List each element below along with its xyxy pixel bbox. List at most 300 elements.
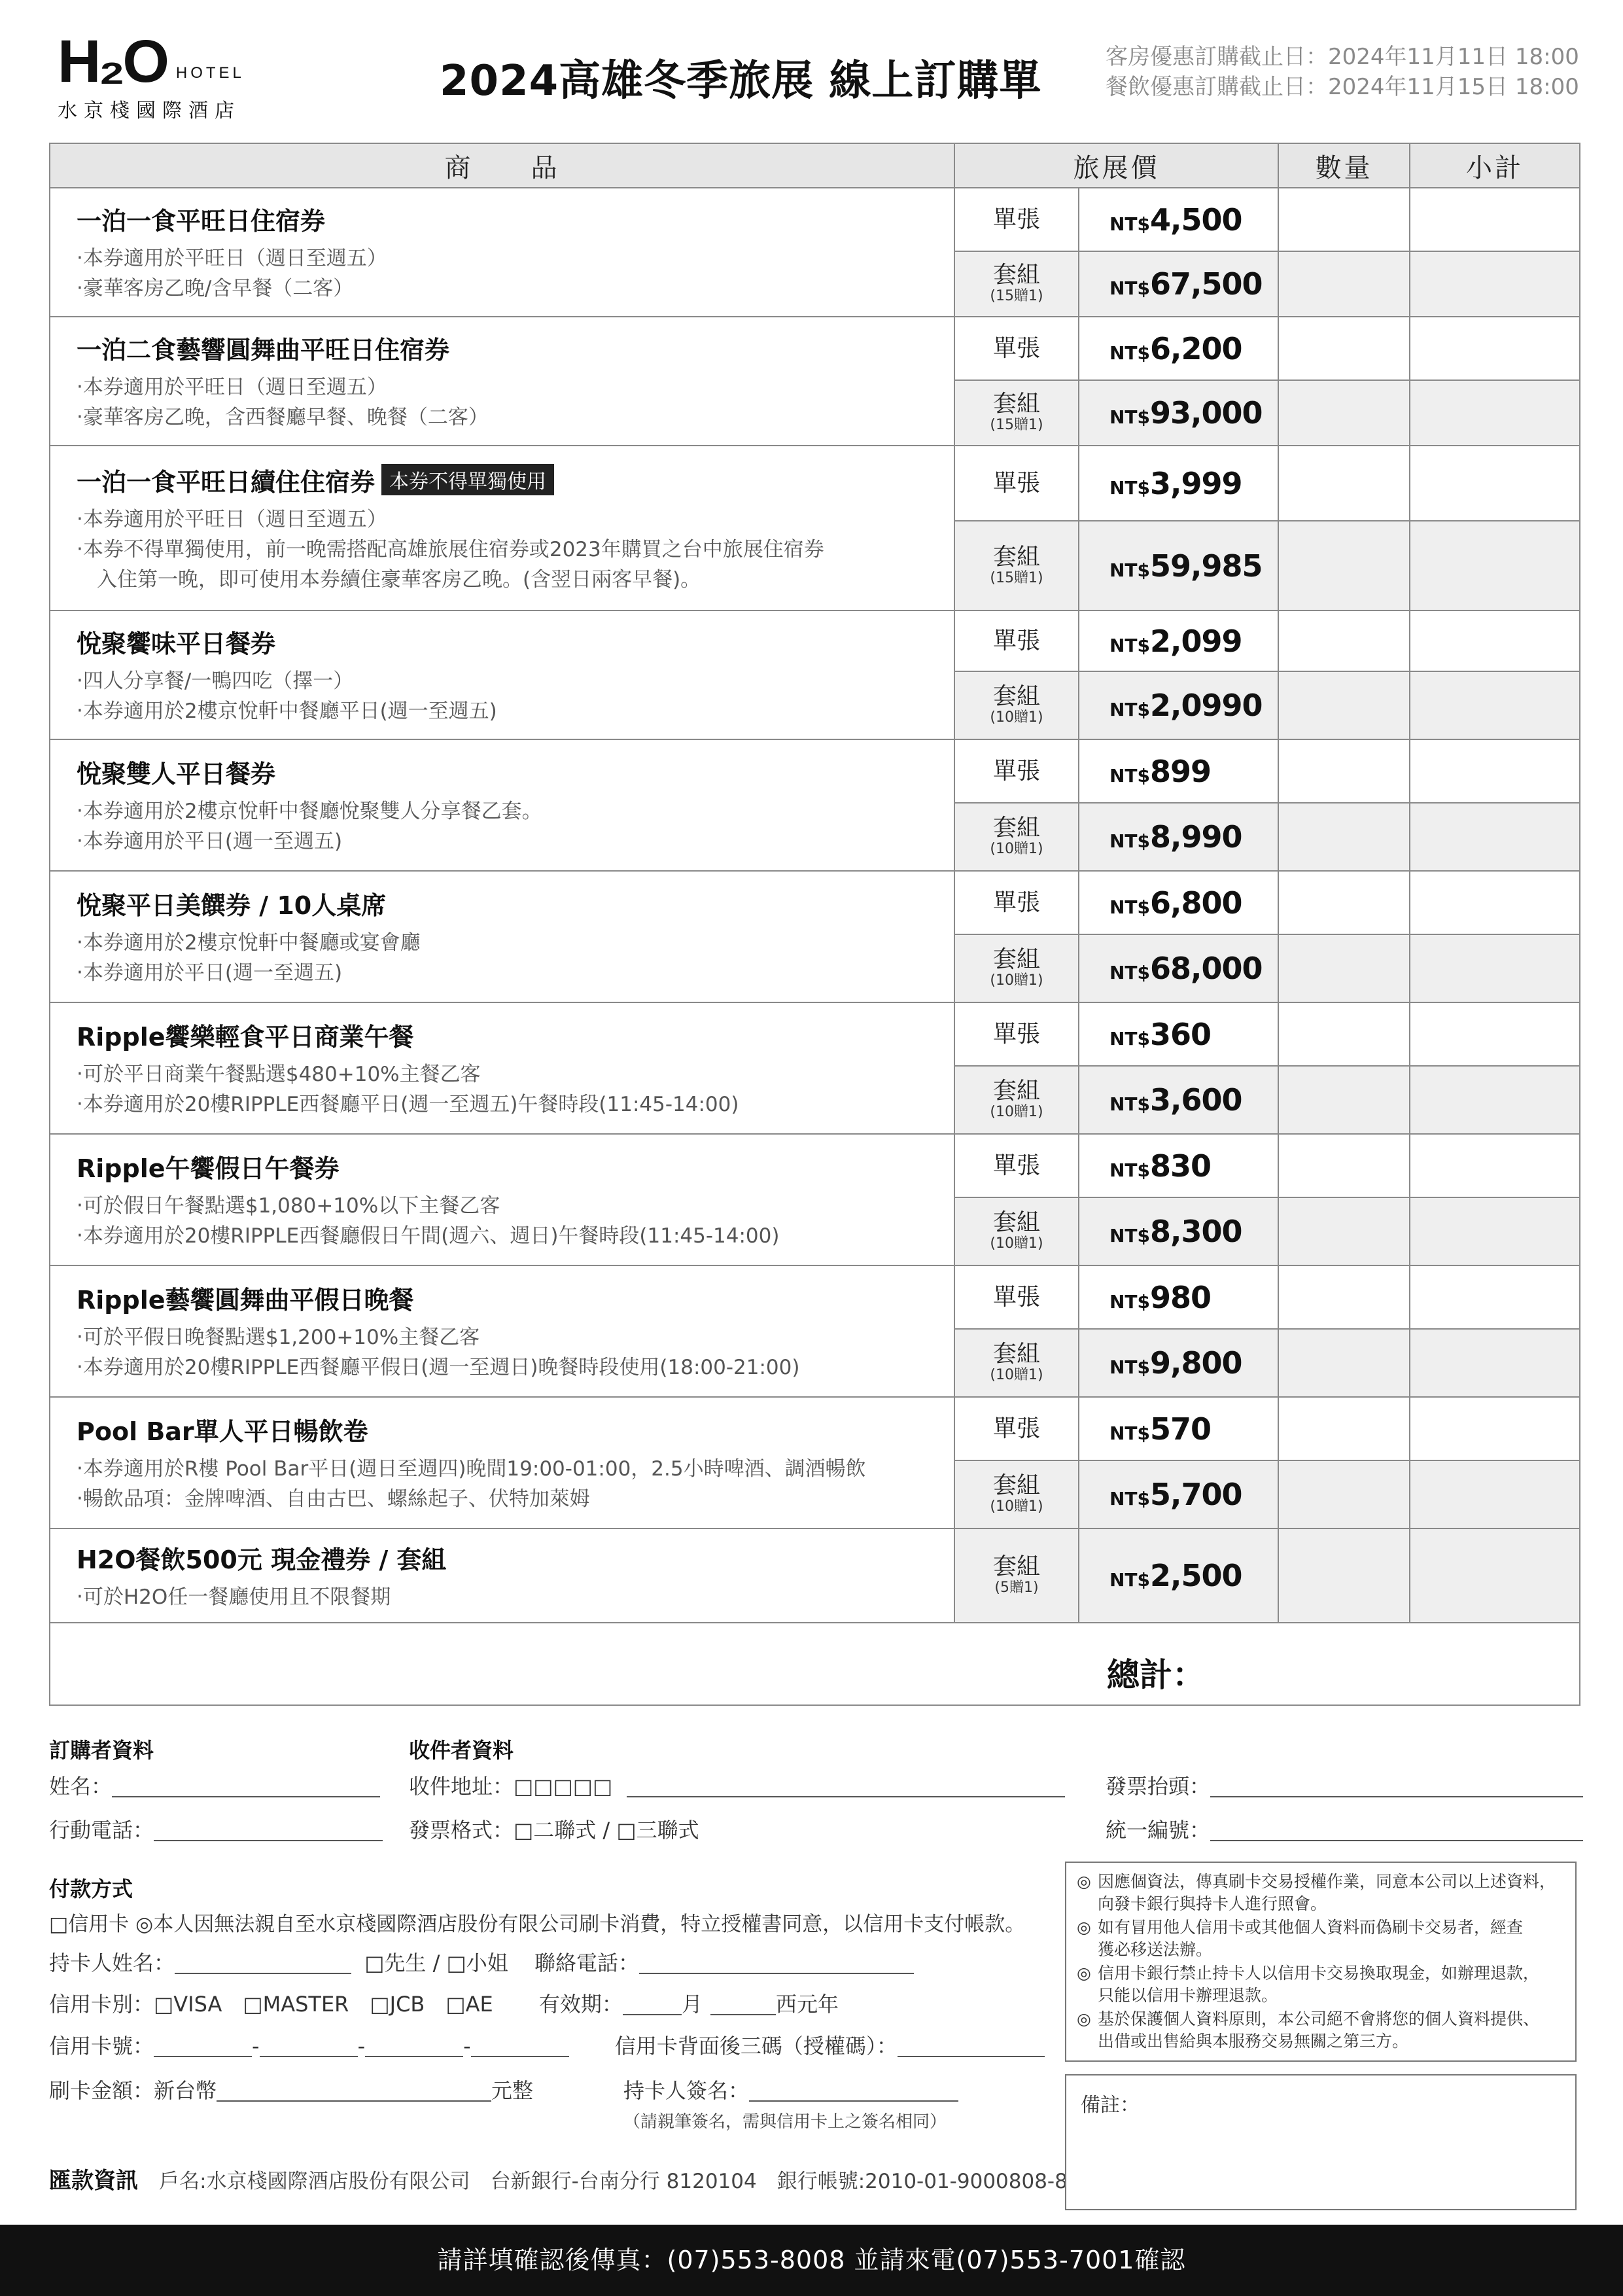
package-type: [954, 446, 1079, 521]
table-row: [50, 1134, 1580, 1197]
price-value: 6,200: [1150, 330, 1242, 366]
table-row: [50, 1397, 1580, 1460]
product-description: ‧豪華客房乙晚，含西餐廳早餐、晚餐（二客）: [77, 406, 489, 429]
package-label: 套組: [992, 262, 1040, 289]
expiry-month-line[interactable]: [623, 2014, 682, 2015]
package-type: [954, 1002, 1079, 1066]
price-cell: [1079, 1134, 1278, 1197]
notice-item: [1077, 1916, 1565, 1961]
package-type: [954, 1528, 1079, 1623]
price-value: 68,000: [1150, 951, 1263, 986]
product-description: ‧四人分享餐/一鴨四吃（擇一）: [77, 669, 354, 693]
price-cell: [1079, 317, 1278, 380]
buyer-name-field[interactable]: [49, 1770, 380, 1800]
product-description: ‧可於假日午餐點選$1,080+10%以下主餐乙客: [77, 1194, 500, 1218]
product-cell: [50, 739, 954, 871]
product-description: ‧本券適用於20樓RIPPLE西餐廳平日(週一至週五)午餐時段(11:45-14:00): [77, 1093, 739, 1116]
price-cell: [1079, 1460, 1278, 1528]
product-cell: [50, 188, 954, 317]
product-name-row: [77, 1411, 954, 1447]
table-row: [50, 446, 1580, 521]
package-label: 套組: [992, 1553, 1040, 1580]
card-number-part-2[interactable]: [260, 2056, 358, 2057]
card-number-row: [49, 2030, 1045, 2060]
price-value: 3,999: [1150, 465, 1242, 501]
currency-label: NT$: [1109, 1290, 1151, 1313]
package-label: 套組: [992, 1472, 1040, 1499]
product-name-row: [77, 754, 954, 790]
package-label: 套組: [992, 1078, 1040, 1104]
contact-phone-line[interactable]: [639, 1973, 914, 1974]
notice-bullet-icon: ◎: [1077, 1918, 1091, 1937]
price-cell: [1079, 1528, 1278, 1623]
product-description: ‧本券適用於2樓京悅軒中餐廳或宴會廳: [77, 931, 421, 955]
total-row: [50, 1623, 1580, 1705]
price-value: 5,700: [1150, 1477, 1242, 1512]
package-label: 套組: [992, 683, 1040, 710]
buyer-heading: 訂購者資料: [49, 1738, 154, 1763]
subtotal-cell[interactable]: [1410, 671, 1580, 739]
table-row: [50, 1528, 1580, 1623]
amount-suffix: 元整: [491, 2078, 534, 2103]
remark-label: 備註：: [1081, 2094, 1140, 2117]
signature-note: （請親筆簽名，需與信用卡上之簽名相同）: [623, 2112, 947, 2132]
bundle-note: (10贈1): [990, 1235, 1043, 1252]
product-cell: [50, 610, 954, 739]
card-number-part-1[interactable]: [154, 2056, 252, 2057]
price-cell: [1079, 1002, 1278, 1066]
currency-label: NT$: [1109, 830, 1151, 852]
bundle-note: (15贈1): [990, 569, 1043, 586]
card-type-option[interactable]: 信用卡別：□VISA □MASTER □JCB □AE: [49, 1992, 493, 2017]
page-title: 2024高雄冬季旅展 線上訂購單: [440, 57, 1042, 105]
quantity-cell[interactable]: [1278, 251, 1410, 317]
currency-label: NT$: [1109, 213, 1151, 235]
currency-label: NT$: [1109, 559, 1151, 581]
currency-label: NT$: [1109, 277, 1151, 299]
bundle-note: (10贈1): [990, 1104, 1043, 1120]
subtotal-cell[interactable]: [1410, 1528, 1580, 1623]
subtotal-cell[interactable]: [1410, 871, 1580, 934]
recipient-address-line[interactable]: [627, 1796, 1065, 1797]
price-value: 4,500: [1150, 202, 1242, 238]
package-type: [954, 934, 1079, 1002]
product-name: Ripple饗樂輕食平日商業午餐: [77, 1023, 414, 1051]
deadlines: [1106, 42, 1579, 102]
card-number-label: 信用卡號：: [49, 2034, 154, 2058]
product-name-row: [77, 462, 954, 498]
card-number-part-4[interactable]: [471, 2056, 569, 2057]
table-row: [50, 188, 1580, 251]
product-cell: [50, 317, 954, 446]
product-cell: [50, 1002, 954, 1134]
package-type: [954, 1265, 1079, 1329]
notice-text: 如有冒用他人信用卡或其他個人資料而偽刷卡交易者，經查: [1098, 1918, 1524, 1937]
table-row: [50, 610, 1580, 671]
notice-box: [1065, 1862, 1577, 2062]
header-subtotal: 小計: [1410, 143, 1580, 188]
product-description: ‧豪華客房乙晚/含早餐（二客）: [77, 277, 354, 300]
subtotal-cell[interactable]: [1410, 446, 1580, 521]
quantity-cell[interactable]: [1278, 803, 1410, 871]
package-type: [954, 1460, 1079, 1528]
price-value: 8,300: [1150, 1214, 1242, 1249]
buyer-phone-line[interactable]: [154, 1840, 383, 1841]
price-value: 2,0990: [1150, 688, 1263, 723]
quantity-cell[interactable]: [1278, 1265, 1410, 1329]
tax-id-field[interactable]: [1106, 1814, 1583, 1844]
product-description: ‧可於平假日晚餐點選$1,200+10%主餐乙客: [77, 1326, 480, 1349]
invoice-title-field[interactable]: [1106, 1770, 1583, 1800]
product-cell: [50, 1397, 954, 1528]
price-cell: [1079, 1066, 1278, 1134]
package-label: 套組: [992, 543, 1040, 571]
payment-heading: 付款方式: [49, 1877, 133, 1901]
total-label: 總計：: [1107, 1656, 1205, 1694]
order-table: [49, 143, 1580, 1706]
price-cell: [1079, 1265, 1278, 1329]
quantity-cell[interactable]: [1278, 739, 1410, 803]
product-description: ‧本券適用於平日(週一至週五): [77, 961, 343, 985]
price-value: 93,000: [1150, 395, 1263, 431]
price-cell: [1079, 1397, 1278, 1460]
room-deadline: 客房優惠訂購截止日：2024年11月11日 18:00: [1106, 44, 1579, 70]
bundle-note: (10贈1): [990, 709, 1043, 726]
subtotal-cell[interactable]: [1410, 1066, 1580, 1134]
price-value: 570: [1150, 1411, 1212, 1447]
subtotal-cell[interactable]: [1410, 1134, 1580, 1197]
credit-card-authorization[interactable]: □信用卡 ◎本人因無法親自至水京棧國際酒店股份有限公司刷卡消費，特立授權書同意，以信用卡支付帳款。: [49, 1913, 1026, 1936]
invoice-title-label: 發票抬頭：: [1106, 1774, 1211, 1799]
buyer-phone-label: 行動電話：: [49, 1818, 154, 1843]
product-description: ‧可於H2O任一餐廳使用且不限餐期: [77, 1585, 391, 1609]
subtotal-cell[interactable]: [1410, 739, 1580, 803]
table-row: [50, 871, 1580, 934]
price-value: 2,099: [1150, 623, 1242, 659]
subtotal-cell[interactable]: [1410, 380, 1580, 446]
price-value: 8,990: [1150, 819, 1242, 855]
product-name-row: [77, 1017, 954, 1053]
gender-option[interactable]: □先生 / □小姐: [364, 1951, 508, 1975]
subtotal-cell[interactable]: [1410, 1397, 1580, 1460]
product-description: ‧本券不得單獨使用，前一晚需搭配高雄旅展住宿券或2023年購買之台中旅展住宿券: [77, 537, 824, 561]
price-value: 899: [1150, 753, 1212, 789]
currency-label: NT$: [1109, 634, 1151, 656]
notice-item: [1077, 2008, 1565, 2053]
expiry-year-label: 西元年: [775, 1992, 839, 2017]
quantity-cell[interactable]: [1278, 380, 1410, 446]
notice-text: 只能以信用卡辦理退款。: [1098, 1986, 1278, 2005]
notice-bullet-icon: ◎: [1077, 1872, 1091, 1891]
subtotal-cell[interactable]: [1410, 317, 1580, 380]
subtotal-cell[interactable]: [1410, 521, 1580, 610]
price-value: 980: [1150, 1279, 1212, 1315]
subtotal-cell[interactable]: [1410, 1460, 1580, 1528]
bundle-note: (5贈1): [994, 1580, 1039, 1596]
subtotal-cell[interactable]: [1410, 1002, 1580, 1066]
subtotal-cell[interactable]: [1410, 1329, 1580, 1397]
product-cell: [50, 1528, 954, 1623]
price-cell: [1079, 1197, 1278, 1265]
bundle-note: (10贈1): [990, 972, 1043, 989]
price-value: 3,600: [1150, 1082, 1242, 1118]
bundle-note: (10贈1): [990, 841, 1043, 857]
logo-hotel-text: HOTEL: [175, 64, 245, 82]
currency-label: NT$: [1109, 1225, 1151, 1246]
subtotal-cell[interactable]: [1410, 251, 1580, 317]
buyer-name-line[interactable]: [112, 1796, 380, 1797]
price-value: 67,500: [1150, 266, 1263, 302]
package-type: [954, 188, 1079, 251]
subtotal-cell[interactable]: [1410, 188, 1580, 251]
product-cell: [50, 871, 954, 1002]
recipient-address-field[interactable]: [409, 1770, 1065, 1800]
price-value: 360: [1150, 1016, 1212, 1052]
remark-box[interactable]: [1065, 2074, 1577, 2210]
product-name: 一泊二食藝響圓舞曲平旺日住宿券: [77, 336, 450, 364]
tax-id-label: 統一編號：: [1106, 1818, 1211, 1843]
card-type-row: [49, 1988, 839, 2018]
product-name: 悅聚饗味平日餐券: [77, 629, 276, 658]
card-number-dash-1: -: [252, 2034, 260, 2058]
logo-subtitle: 水京棧國際酒店: [58, 99, 241, 122]
expiry-label: 有效期：: [538, 1992, 623, 2017]
signature-line[interactable]: [749, 2100, 958, 2102]
price-cell: [1079, 803, 1278, 871]
buyer-name-label: 姓名：: [49, 1774, 113, 1799]
product-name-row: [77, 1280, 954, 1316]
currency-label: NT$: [1109, 1159, 1151, 1181]
package-label: 單張: [992, 757, 1040, 785]
amount-row: [49, 2074, 533, 2104]
package-type: [954, 871, 1079, 934]
product-name-row: [77, 201, 954, 237]
invoice-title-line[interactable]: [1210, 1796, 1583, 1797]
currency-label: NT$: [1109, 1488, 1151, 1510]
subtotal-cell[interactable]: [1410, 1197, 1580, 1265]
price-cell: [1079, 521, 1278, 610]
package-label: 單張: [992, 469, 1040, 497]
price-value: 59,985: [1150, 548, 1263, 584]
package-type: [954, 1066, 1079, 1134]
recipient-heading: 收件者資料: [409, 1738, 514, 1763]
package-label: 單張: [992, 1283, 1040, 1311]
quantity-cell[interactable]: [1278, 871, 1410, 934]
package-type: [954, 610, 1079, 671]
product-cell: [50, 1134, 954, 1265]
product-name: 悅聚雙人平日餐券: [77, 760, 276, 788]
package-label: 單張: [992, 1020, 1040, 1048]
notice-item: [1077, 1962, 1565, 2007]
package-type: [954, 317, 1079, 380]
package-type: [954, 739, 1079, 803]
price-cell: [1079, 934, 1278, 1002]
logo-mark: H₂O: [58, 28, 167, 95]
subtotal-cell[interactable]: [1410, 934, 1580, 1002]
package-type: [954, 671, 1079, 739]
currency-label: NT$: [1109, 406, 1151, 428]
notice-text: 信用卡銀行禁止持卡人以信用卡交易換取現金，如辦理退款，: [1098, 1964, 1540, 1983]
product-cell: [50, 1265, 954, 1397]
invoice-format-option[interactable]: 發票格式：□二聯式 / □三聯式: [409, 1818, 699, 1843]
package-label: 單張: [992, 627, 1040, 654]
quantity-cell[interactable]: [1278, 671, 1410, 739]
cvv-label: 信用卡背面後三碼（授權碼）：: [614, 2034, 898, 2058]
card-number-dash-3: -: [463, 2034, 471, 2058]
product-description: ‧本券適用於R樓 Pool Bar平日(週日至週四)晚間19:00-01:00，2.5小時啤酒、調酒暢飲: [77, 1457, 866, 1481]
amount-line[interactable]: [217, 2100, 491, 2102]
cardholder-row: [49, 1947, 914, 1977]
price-value: 830: [1150, 1148, 1212, 1184]
package-label: 單張: [992, 334, 1040, 362]
remit-heading: 匯款資訊: [49, 2168, 138, 2194]
package-label: 套組: [992, 946, 1040, 973]
quantity-cell[interactable]: [1278, 610, 1410, 671]
subtotal-cell[interactable]: [1410, 1265, 1580, 1329]
total-cell[interactable]: [50, 1623, 1580, 1705]
package-type: [954, 380, 1079, 446]
currency-label: NT$: [1109, 699, 1151, 720]
table-row: [50, 739, 1580, 803]
notice-bullet-icon: ◎: [1077, 2009, 1091, 2028]
quantity-cell[interactable]: [1278, 934, 1410, 1002]
bundle-note: (15贈1): [990, 417, 1043, 433]
notice-text: 向發卡銀行與持卡人進行照會。: [1098, 1894, 1327, 1913]
product-badge: 本券不得單獨使用: [381, 464, 554, 495]
product-name: 悅聚平日美饌券 / 10人桌席: [77, 891, 387, 920]
currency-label: NT$: [1109, 896, 1151, 918]
tax-id-line[interactable]: [1210, 1840, 1583, 1841]
product-name: Pool Bar單人平日暢飲卷: [77, 1417, 368, 1446]
notice-text: 出借或出售給與本服務交易無關之第三方。: [1098, 2032, 1409, 2051]
header-price: 旅展價: [954, 143, 1278, 188]
card-number-part-3[interactable]: [365, 2056, 463, 2057]
table-row: [50, 1002, 1580, 1066]
package-type: [954, 1134, 1079, 1197]
fax-footer: 請詳填確認後傳真：(07)553-8008 並請來電(07)553-7001確認: [0, 2225, 1623, 2296]
product-description: ‧本券適用於平旺日（週日至週五）: [77, 247, 387, 270]
bundle-note: (15贈1): [990, 288, 1043, 304]
price-cell: [1079, 610, 1278, 671]
header-product: 商 品: [50, 143, 954, 188]
price-cell: [1079, 871, 1278, 934]
quantity-cell[interactable]: [1278, 1197, 1410, 1265]
price-cell: [1079, 380, 1278, 446]
remit-text: 戶名:水京棧國際酒店股份有限公司 台新銀行-台南分行 8120104 銀行帳號:2010-01-9000808-8: [159, 2170, 1068, 2193]
currency-label: NT$: [1109, 962, 1151, 983]
package-label: 套組: [992, 815, 1040, 841]
package-label: 套組: [992, 1341, 1040, 1368]
table-header-row: [50, 143, 1580, 188]
product-description: ‧可於平日商業午餐點選$480+10%主餐乙客: [77, 1063, 481, 1086]
quantity-cell[interactable]: [1278, 1066, 1410, 1134]
package-label: 單張: [992, 1415, 1040, 1442]
quantity-cell[interactable]: [1278, 1329, 1410, 1397]
quantity-cell[interactable]: [1278, 446, 1410, 521]
signature-label: 持卡人簽名：: [623, 2078, 750, 2103]
hotel-logo: [58, 28, 267, 123]
product-description: 入住第一晚，即可使用本券續住豪華客房乙晚。(含翌日兩客早餐)。: [77, 567, 701, 592]
amount-label: 刷卡金額：新台幣: [49, 2078, 217, 2103]
cardholder-line[interactable]: [175, 1973, 351, 1974]
quantity-cell[interactable]: [1278, 1460, 1410, 1528]
quantity-cell[interactable]: [1278, 521, 1410, 610]
price-value: 9,800: [1150, 1345, 1242, 1381]
subtotal-cell[interactable]: [1410, 610, 1580, 671]
product-description: ‧暢飲品項：金牌啤酒、自由古巴、螺絲起子、伏特加萊姆: [77, 1487, 590, 1511]
price-cell: [1079, 739, 1278, 803]
price-value: 2,500: [1150, 1558, 1242, 1593]
bundle-note: (10贈1): [990, 1498, 1043, 1515]
buyer-phone-field[interactable]: [49, 1814, 383, 1844]
currency-label: NT$: [1109, 1569, 1151, 1591]
dining-deadline: 餐飲優惠訂購截止日：2024年11月15日 18:00: [1106, 74, 1579, 100]
quantity-cell[interactable]: [1278, 1002, 1410, 1066]
currency-label: NT$: [1109, 1356, 1151, 1378]
currency-label: NT$: [1109, 1093, 1151, 1115]
price-cell: [1079, 188, 1278, 251]
product-name: Ripple午饗假日午餐券: [77, 1154, 340, 1183]
product-name-row: [77, 330, 954, 366]
currency-label: NT$: [1109, 342, 1151, 364]
notice-item: [1077, 1871, 1565, 1915]
subtotal-cell[interactable]: [1410, 803, 1580, 871]
quantity-cell[interactable]: [1278, 188, 1410, 251]
currency-label: NT$: [1109, 764, 1151, 786]
expiry-year-line[interactable]: [710, 2014, 776, 2015]
signature-row: [623, 2074, 958, 2104]
package-type: [954, 521, 1079, 610]
price-cell: [1079, 1329, 1278, 1397]
remit-info: [49, 2163, 1068, 2195]
package-label: 單張: [992, 205, 1040, 233]
quantity-cell[interactable]: [1278, 317, 1410, 380]
product-name-row: [77, 885, 954, 921]
quantity-cell[interactable]: [1278, 1528, 1410, 1623]
product-description: ‧本券適用於20樓RIPPLE西餐廳平假日(週一至週日)晚餐時段使用(18:00-21:00): [77, 1356, 800, 1379]
product-description: ‧本券適用於平旺日（週日至週五）: [77, 376, 387, 399]
package-type: [954, 1197, 1079, 1265]
product-description: ‧本券適用於2樓京悅軒中餐廳悅聚雙人分享餐乙套。: [77, 800, 542, 823]
package-type: [954, 1329, 1079, 1397]
currency-label: NT$: [1109, 476, 1151, 499]
product-name: 一泊一食平旺日住宿券: [77, 207, 326, 236]
package-label: 單張: [992, 889, 1040, 916]
product-cell: [50, 446, 954, 610]
contact-phone-label: 聯絡電話：: [534, 1951, 639, 1975]
notice-text: 基於保護個人資料原則，本公司絕不會將您的個人資料提供、: [1098, 2009, 1540, 2028]
package-label: 單張: [992, 1152, 1040, 1179]
quantity-cell[interactable]: [1278, 1134, 1410, 1197]
notice-bullet-icon: ◎: [1077, 1964, 1091, 1983]
bundle-note: (10贈1): [990, 1367, 1043, 1383]
product-description: ‧本券適用於平旺日（週日至週五）: [77, 507, 387, 531]
product-name-row: [77, 1148, 954, 1184]
cvv-line[interactable]: [898, 2056, 1045, 2057]
package-type: [954, 251, 1079, 317]
currency-label: NT$: [1109, 1027, 1151, 1050]
product-description: ‧本券適用於平日(週一至週五): [77, 830, 343, 853]
recipient-address-label: 收件地址：□□□□□: [409, 1774, 613, 1799]
package-label: 套組: [992, 1209, 1040, 1236]
cardholder-label: 持卡人姓名：: [49, 1951, 175, 1975]
price-value: 6,800: [1150, 885, 1242, 921]
notice-text: 因應個資法，傳真刷卡交易授權作業，同意本公司以上述資料，: [1098, 1872, 1556, 1891]
price-cell: [1079, 671, 1278, 739]
quantity-cell[interactable]: [1278, 1397, 1410, 1460]
notice-text: 獲必移送法辦。: [1098, 1940, 1213, 1959]
package-type: [954, 803, 1079, 871]
